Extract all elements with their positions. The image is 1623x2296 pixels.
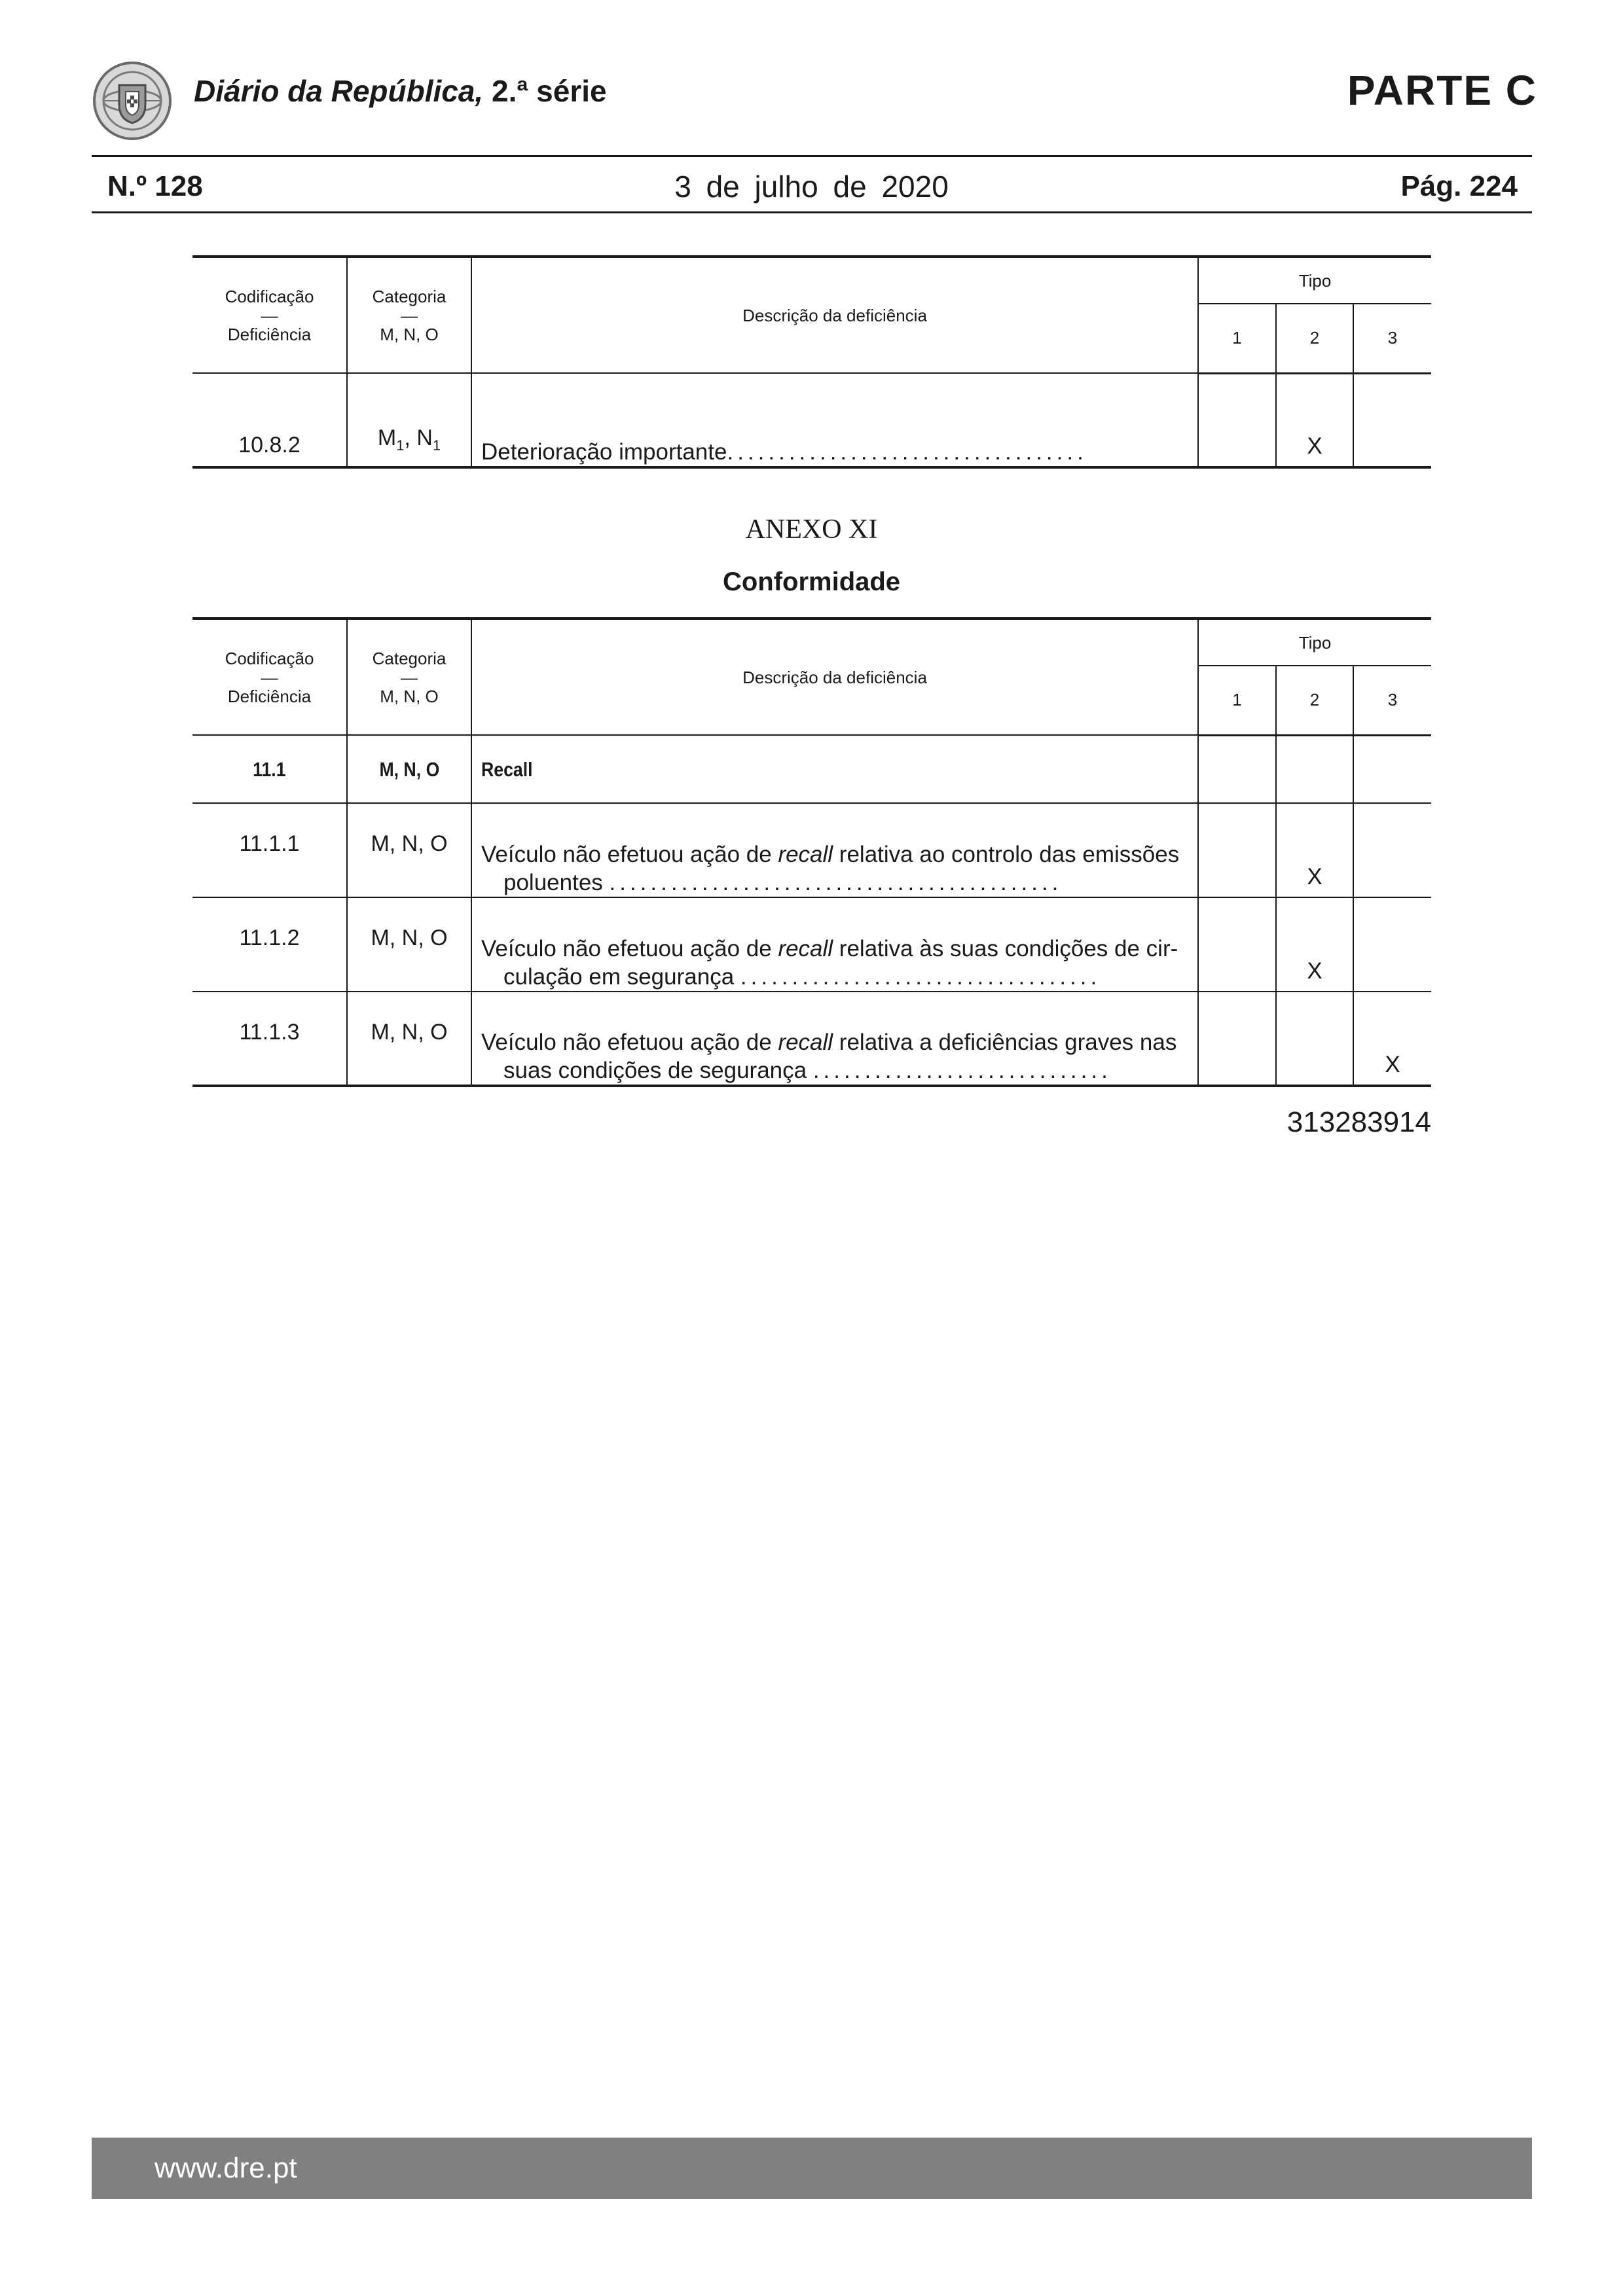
header-codificacao: Codificação — Deficiência <box>192 619 347 735</box>
table-row <box>192 373 1431 467</box>
republic-coat-of-arms-emblem <box>92 60 173 141</box>
footer-website-link[interactable]: www.dre.pt <box>155 2152 297 2184</box>
leader-dots: ............................. <box>812 1058 1112 1083</box>
annex-title: ANEXO XI <box>745 514 878 545</box>
type-2-cell <box>1276 992 1353 1086</box>
type-3-cell <box>1353 373 1431 467</box>
type-2-cell: X <box>1276 897 1353 992</box>
table-row <box>192 897 1431 992</box>
type-1-cell <box>1198 897 1276 992</box>
type-1-cell <box>1198 803 1276 897</box>
footer-bar <box>92 2138 1532 2199</box>
type-3-cell: X <box>1353 992 1431 1086</box>
category-cell: M, N, O <box>347 992 471 1086</box>
description-cell: Veículo não efetuou ação de recall relativa ao controlo das emissões poluentes ............................................ <box>471 803 1198 897</box>
journal-series: 2.ª série <box>483 74 607 108</box>
description-cell: Recall <box>471 735 1198 803</box>
annex-subtitle: Conformidade <box>722 567 901 596</box>
header-tipo-1: 1 <box>1198 304 1276 373</box>
header-tipo: Tipo <box>1198 619 1431 666</box>
journal-name: Diário da República, <box>194 74 484 108</box>
category-cell: $M_1$, $N_1$ <box>347 373 471 467</box>
header-tipo-3: 3 <box>1353 666 1431 735</box>
code-cell: 10.8.2 <box>192 373 347 467</box>
type-1-cell <box>1198 992 1276 1086</box>
table-row <box>192 992 1431 1086</box>
type-1-cell <box>1198 373 1276 467</box>
description-cell: Deterioração importante................................... <box>471 373 1198 467</box>
header-tipo: Tipo <box>1198 257 1431 304</box>
header-rule-top <box>92 155 1532 157</box>
header-codificacao: Codificação — Deficiência <box>192 257 347 373</box>
header-tipo-1: 1 <box>1198 666 1276 735</box>
header-descricao: Descrição da deficiência <box>471 257 1198 373</box>
part-label: PARTE C <box>1347 67 1537 114</box>
code-cell: 11.1.3 <box>192 992 347 1086</box>
header-categoria: Categoria — M, N, O <box>347 257 471 373</box>
type-1-cell <box>1198 735 1276 803</box>
header-tipo-2: 2 <box>1276 304 1353 373</box>
document-reference-number: 313283914 <box>1286 1106 1431 1138</box>
leader-dots: ................................... <box>727 439 1087 465</box>
header-tipo-2: 2 <box>1276 666 1353 735</box>
code-cell: 11.1.1 <box>192 803 347 897</box>
leader-dots: ............................................ <box>609 870 1063 895</box>
category-cell: M, N, O <box>347 897 471 992</box>
issue-date: 3 de julho de 2020 <box>674 170 949 204</box>
table-row <box>192 803 1431 897</box>
table-row <box>192 735 1431 803</box>
code-cell: 11.1.2 <box>192 897 347 992</box>
header-tipo-3: 3 <box>1353 304 1431 373</box>
type-3-cell <box>1353 897 1431 992</box>
category-cell: M, N, O <box>347 735 471 803</box>
type-2-cell: X <box>1276 803 1353 897</box>
description-cell: Veículo não efetuou ação de recall relativa às suas condições de cir- culação em segurança ................................... <box>471 897 1198 992</box>
issue-number: N.º 128 <box>107 170 203 202</box>
journal-title <box>194 73 607 109</box>
type-3-cell <box>1353 735 1431 803</box>
header-categoria: Categoria — M, N, O <box>347 619 471 735</box>
type-3-cell <box>1353 803 1431 897</box>
page-number: Pág. 224 <box>1400 170 1518 202</box>
deficiency-table-11 <box>192 617 1431 1087</box>
description-cell: Veículo não efetuou ação de recall relativa a deficiências graves nas suas condições de segurança ............................. <box>471 992 1198 1086</box>
code-cell: 11.1 <box>192 735 347 803</box>
type-2-cell: X <box>1276 373 1353 467</box>
category-cell: M, N, O <box>347 803 471 897</box>
leader-dots: ................................... <box>740 964 1101 990</box>
type-2-cell <box>1276 735 1353 803</box>
header-descricao: Descrição da deficiência <box>471 619 1198 735</box>
deficiency-table-10 <box>192 255 1431 469</box>
header-rule-bottom <box>92 211 1532 213</box>
